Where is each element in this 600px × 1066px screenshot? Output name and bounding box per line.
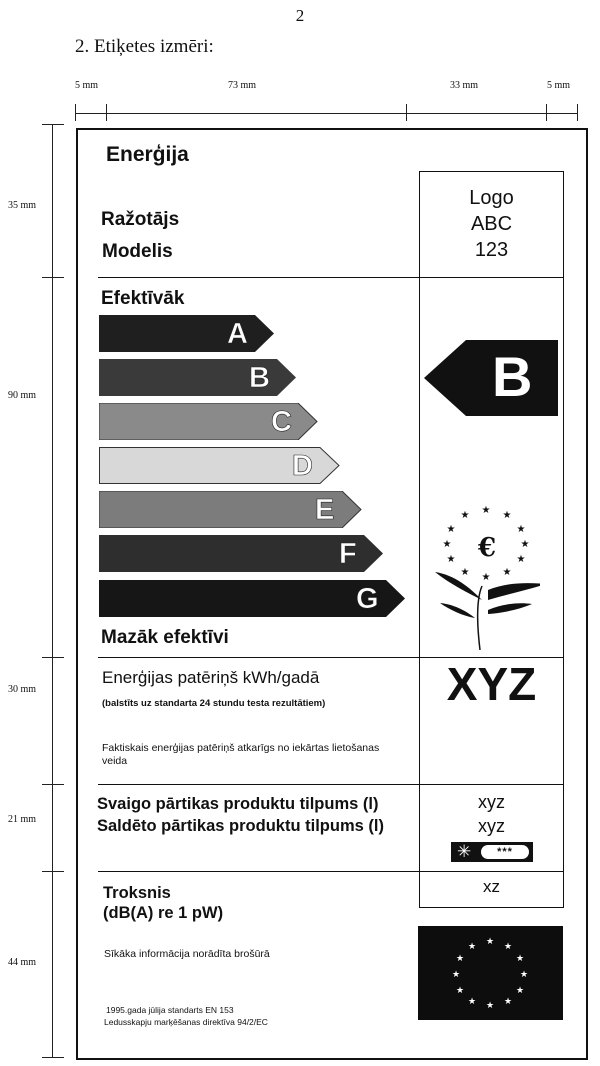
noise-box-bottom xyxy=(419,907,564,908)
section-title: 2. Etiķetes izmēri: xyxy=(75,36,214,57)
dim-label-consumption-height: 30 mm xyxy=(8,684,37,695)
manufacturer-label: Ražotājs xyxy=(101,209,180,230)
svg-text:★: ★ xyxy=(502,567,512,578)
frozen-volume-label: Saldēto pārtikas produktu tilpums (l) xyxy=(97,817,384,835)
label-title: Enerģija xyxy=(106,143,189,166)
logo-box-top xyxy=(419,171,564,172)
fresh-volume-label: Svaigo pārtikas produktu tilpums (l) xyxy=(97,795,379,813)
consumption-title: Enerģijas patēriņš kWh/gadā xyxy=(102,668,320,687)
svg-text:★: ★ xyxy=(519,970,529,980)
noise-title: Troksnis xyxy=(103,884,171,902)
efficiency-letter: E xyxy=(315,494,335,526)
svg-text:★: ★ xyxy=(451,970,461,980)
efficiency-bar-g xyxy=(99,580,407,617)
dim-label-main-width: 73 mm xyxy=(228,80,257,91)
consumption-note: (balstīts uz standarta 24 stundu testa rezultātiem) xyxy=(102,698,326,709)
svg-text:★: ★ xyxy=(467,997,477,1007)
efficiency-letter: C xyxy=(271,406,292,438)
svg-text:★: ★ xyxy=(455,954,465,964)
eu-flower-icon xyxy=(430,500,540,650)
dim-label-left-margin: 5 mm xyxy=(75,80,99,91)
ruler-line xyxy=(52,124,53,1058)
brochure-info: Sīkāka informācija norādīta brošūrā xyxy=(104,948,270,960)
fresh-volume-value: xyz xyxy=(478,792,505,812)
ruler-tick xyxy=(42,277,64,278)
ruler-tick xyxy=(546,104,547,121)
efficiency-bar-a xyxy=(99,315,275,352)
directive-reference: Ledusskapju marķēšanas direktīva 94/2/EC xyxy=(104,1017,268,1027)
efficiency-letter: F xyxy=(339,538,357,570)
noise-unit: (dB(A) re 1 pW) xyxy=(103,904,224,922)
frozen-volume-value: xyz xyxy=(478,816,505,836)
svg-text:★: ★ xyxy=(446,554,456,565)
dim-label-volume-height: 21 mm xyxy=(8,814,37,825)
ruler-tick xyxy=(42,871,64,872)
svg-text:★: ★ xyxy=(481,505,491,516)
svg-text:★: ★ xyxy=(502,510,512,521)
separator-consumption xyxy=(98,784,564,785)
efficiency-bar-c xyxy=(99,403,319,440)
efficiency-rating-arrow xyxy=(424,340,558,416)
ruler-tick xyxy=(106,104,107,121)
dim-label-right-col: 33 mm xyxy=(450,80,479,91)
ruler-tick xyxy=(577,104,578,121)
more-efficient-label: Efektīvāk xyxy=(101,288,185,309)
svg-text:★: ★ xyxy=(460,510,470,521)
svg-text:★: ★ xyxy=(460,567,470,578)
model-number: 123 xyxy=(474,239,509,261)
logo-text: Logo xyxy=(469,187,514,209)
dim-label-right-margin: 5 mm xyxy=(547,80,571,91)
right-column-border-right xyxy=(563,171,564,907)
ruler-line xyxy=(75,113,578,114)
svg-text:★: ★ xyxy=(485,937,495,947)
svg-text:★: ★ xyxy=(503,997,513,1007)
eu-flag-icon xyxy=(418,926,563,1020)
svg-text:★: ★ xyxy=(485,1001,495,1011)
snowflake-icon: ✳ xyxy=(457,842,472,861)
svg-text:★: ★ xyxy=(516,524,526,535)
dim-label-header-height: 35 mm xyxy=(8,200,37,211)
dim-label-scale-height: 90 mm xyxy=(8,390,37,401)
svg-text:★: ★ xyxy=(467,942,477,952)
ruler-tick xyxy=(42,657,64,658)
noise-value: xz xyxy=(483,877,500,896)
ruler-tick xyxy=(42,784,64,785)
star-rating-badge: *** xyxy=(481,845,529,859)
svg-text:★: ★ xyxy=(455,986,465,996)
svg-text:★: ★ xyxy=(520,539,530,550)
svg-text:★: ★ xyxy=(446,524,456,535)
ruler-tick xyxy=(75,104,76,121)
separator-volume xyxy=(98,871,564,872)
freezer-star-rating xyxy=(451,842,533,862)
dim-label-noise-height: 44 mm xyxy=(8,957,37,968)
efficiency-rating-letter: B xyxy=(492,345,533,408)
page-number: 2 xyxy=(295,6,305,25)
efficiency-bar-d xyxy=(99,447,341,484)
efficiency-letter: D xyxy=(292,450,313,482)
ruler-tick xyxy=(42,1057,64,1058)
efficiency-bar-e xyxy=(99,491,363,528)
svg-text:★: ★ xyxy=(503,942,513,952)
standard-reference: 1995.gada jūlija standarts EN 153 xyxy=(106,1005,234,1015)
ruler-tick xyxy=(42,124,64,125)
brand-text: ABC xyxy=(470,213,513,235)
efficiency-bar-b xyxy=(99,359,297,396)
svg-text:★: ★ xyxy=(481,572,491,583)
efficiency-letter: G xyxy=(356,583,379,615)
svg-text:★: ★ xyxy=(515,954,525,964)
svg-text:★: ★ xyxy=(516,554,526,565)
efficiency-bar-f xyxy=(99,535,385,572)
separator-header xyxy=(98,277,564,278)
svg-text:★: ★ xyxy=(515,986,525,996)
consumption-info: Faktiskais enerģijas patēriņš atkarīgs no iekārtas lietošanas veida xyxy=(102,742,380,767)
svg-text:★: ★ xyxy=(442,539,452,550)
less-efficient-label: Mazāk efektīvi xyxy=(101,627,229,648)
efficiency-letter: B xyxy=(249,362,270,394)
logo-box xyxy=(420,185,563,263)
ruler-tick xyxy=(406,104,407,121)
consumption-value: XYZ xyxy=(446,658,537,710)
svg-text:€: € xyxy=(477,533,497,563)
efficiency-letter: A xyxy=(227,318,248,350)
model-label: Modelis xyxy=(102,241,173,262)
